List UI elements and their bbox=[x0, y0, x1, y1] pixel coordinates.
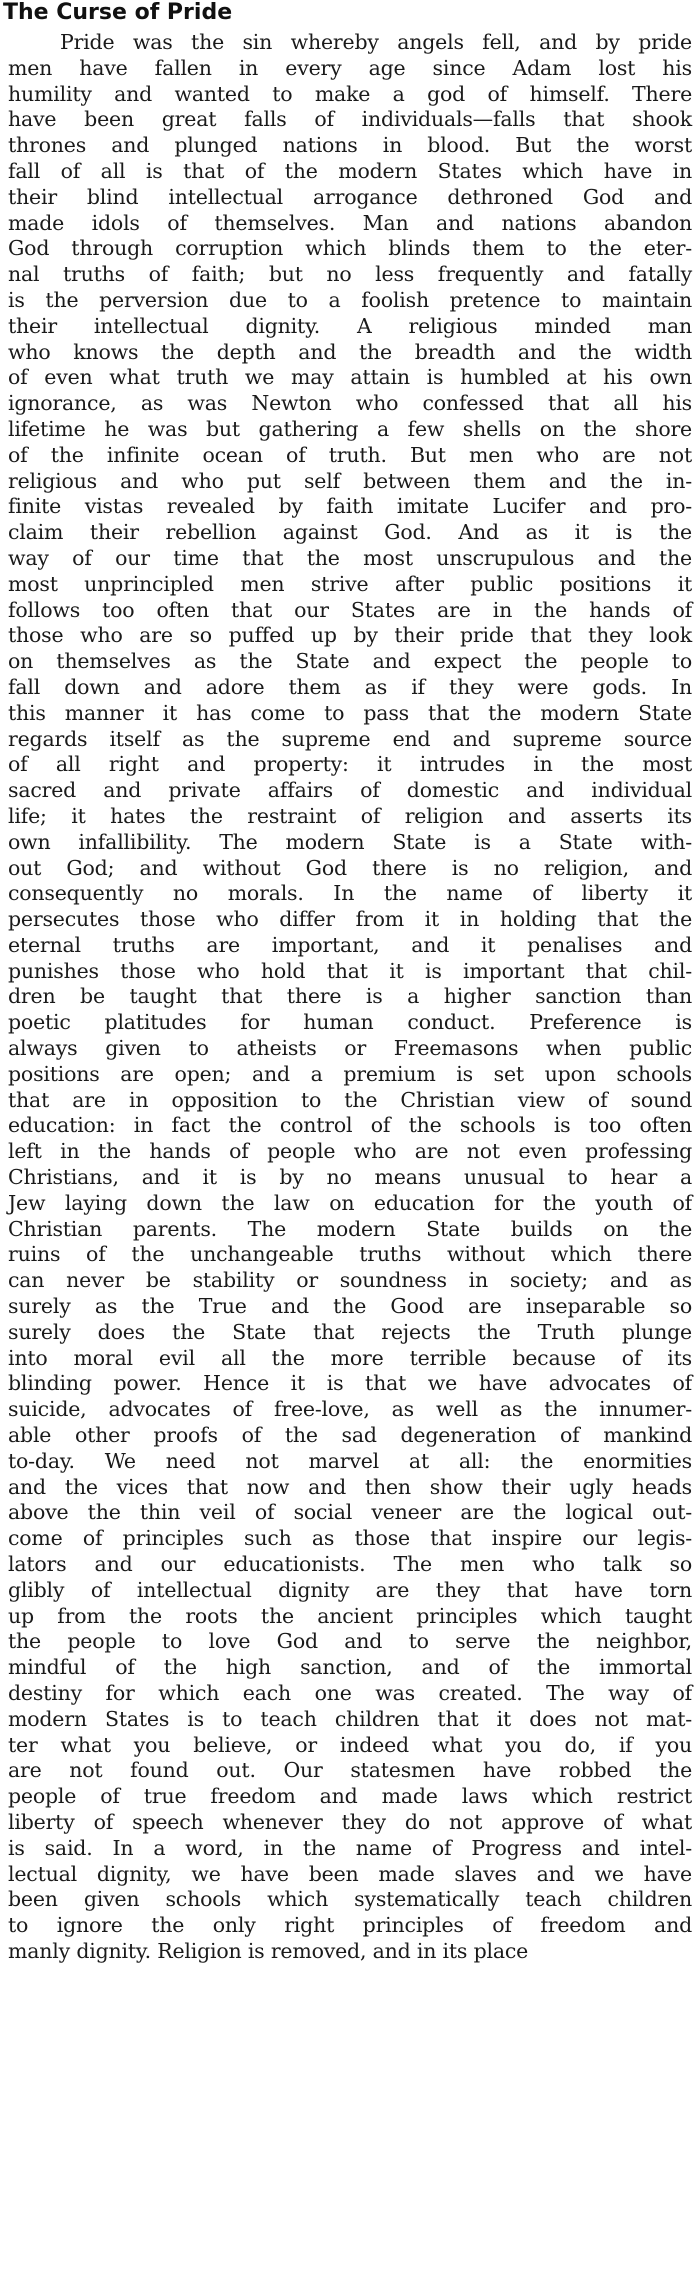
text-line: of even what truth we may attain is humbled at his own bbox=[8, 365, 692, 390]
text-line: surely does the State that rejects the Truth plunge bbox=[8, 1319, 692, 1344]
text-line: blinding power. Hence it is that we have advocates of bbox=[8, 1371, 692, 1396]
text-line: claim their rebellion against God. And as it is the bbox=[8, 520, 692, 545]
text-line: mindful of the high sanction, and of the immortal bbox=[8, 1655, 692, 1680]
text-line: able other proofs of the sad degeneration of mankind bbox=[8, 1423, 692, 1448]
text-line: of all right and property: it intrudes in the most bbox=[8, 752, 692, 777]
text-line: persecutes those who differ from it in holding that the bbox=[8, 907, 692, 932]
text-line: Christians, and it is by no means unusual to hear a bbox=[8, 1165, 692, 1190]
text-line: ter what you believe, or indeed what you do, if you bbox=[8, 1732, 692, 1757]
text-line: nal truths of faith; but no less frequently and fatally bbox=[8, 262, 692, 287]
text-line: manly dignity. Religion is removed, and in its place bbox=[8, 1938, 529, 1963]
text-line: poetic platitudes for human conduct. Preference is bbox=[8, 1010, 692, 1035]
text-line: men have fallen in every age since Adam lost his bbox=[8, 55, 692, 80]
text-line: positions are open; and a premium is set upon schools bbox=[8, 1061, 692, 1086]
text-line: to-day. We need not marvel at all: the enormities bbox=[8, 1448, 692, 1473]
text-line: finite vistas revealed by faith imitate Lucifer and pro- bbox=[8, 494, 692, 519]
text-line: this manner it has come to pass that the modern State bbox=[8, 700, 692, 725]
text-line: that are in opposition to the Christian view of sound bbox=[8, 1087, 692, 1112]
text-line: is said. In a word, in the name of Progress and intel- bbox=[8, 1835, 692, 1860]
text-line: ruins of the unchangeable truths without which there bbox=[8, 1242, 692, 1267]
article-title: The Curse of Pride bbox=[3, 0, 233, 25]
text-line: made idols of themselves. Man and nations abandon bbox=[8, 210, 692, 235]
text-line: regards itself as the supreme end and supreme source bbox=[8, 726, 692, 751]
text-line: have been great falls of individuals—falls that shook bbox=[8, 107, 692, 132]
text-line: life; it hates the restraint of religion and asserts its bbox=[8, 803, 692, 828]
text-line: God through corruption which blinds them to the eter- bbox=[8, 236, 692, 261]
text-line: above the thin veil of social veneer are the logical out- bbox=[8, 1500, 692, 1525]
text-line: sacred and private affairs of domestic and individual bbox=[8, 778, 692, 803]
text-line: can never be stability or soundness in society; and as bbox=[8, 1268, 692, 1293]
text-line: humility and wanted to make a god of himself. There bbox=[8, 81, 692, 106]
text-line: fall down and adore them as if they were gods. In bbox=[8, 674, 692, 699]
text-line: dren be taught that there is a higher sanction than bbox=[8, 984, 692, 1009]
text-line: lifetime he was but gathering a few shells on the shore bbox=[8, 416, 692, 441]
text-line: punishes those who hold that it is important that chil- bbox=[8, 958, 692, 983]
text-line: out God; and without God there is no religion, and bbox=[8, 855, 692, 880]
text-line: suicide, advocates of free-love, as well as the innumer- bbox=[8, 1397, 692, 1422]
text-line: most unprincipled men strive after public positions it bbox=[8, 571, 692, 596]
text-line: own infallibility. The modern State is a State with- bbox=[8, 829, 692, 854]
text-line: always given to atheists or Freemasons when public bbox=[8, 1036, 692, 1061]
text-line: lators and our educationists. The men who talk so bbox=[8, 1552, 692, 1577]
text-line: up from the roots the ancient principles which taught bbox=[8, 1603, 692, 1628]
text-line: thrones and plunged nations in blood. But the worst bbox=[8, 133, 692, 158]
text-line: modern States is to teach children that it does not mat- bbox=[8, 1706, 692, 1731]
text-line: eternal truths are important, and it penalises and bbox=[8, 932, 692, 957]
text-line: their intellectual dignity. A religious minded man bbox=[8, 313, 692, 338]
text-line: who knows the depth and the breadth and the width bbox=[8, 339, 692, 364]
text-line: come of principles such as those that inspire our legis- bbox=[8, 1526, 692, 1551]
text-line: been given schools which systematically teach children bbox=[8, 1887, 692, 1912]
text-line: follows too often that our States are in the hands of bbox=[8, 597, 692, 622]
text-line: left in the hands of people who are not even professing bbox=[8, 1139, 692, 1164]
text-line: the people to love God and to serve the neighbor, bbox=[8, 1629, 692, 1654]
text-line: fall of all is that of the modern States which have in bbox=[8, 158, 692, 183]
text-line: religious and who put self between them and the in- bbox=[8, 468, 692, 493]
text-line: Jew laying down the law on education for the youth of bbox=[8, 1190, 692, 1215]
text-line: education: in fact the control of the schools is too often bbox=[8, 1113, 692, 1138]
text-line: into moral evil all the more terrible because of its bbox=[8, 1345, 692, 1370]
text-line: Christian parents. The modern State builds on the bbox=[8, 1216, 692, 1241]
text-line: to ignore the only right principles of freedom and bbox=[8, 1913, 692, 1938]
text-line: those who are so puffed up by their pride that they look bbox=[8, 623, 692, 648]
text-line: are not found out. Our statesmen have robbed the bbox=[8, 1758, 692, 1783]
text-line: lectual dignity, we have been made slaves and we have bbox=[8, 1861, 692, 1886]
text-line: of the infinite ocean of truth. But men who are not bbox=[8, 442, 692, 467]
text-line: and the vices that now and then show their ugly heads bbox=[8, 1474, 692, 1499]
text-line: glibly of intellectual dignity are they that have torn bbox=[8, 1577, 692, 1602]
text-line: liberty of speech whenever they do not approve of what bbox=[8, 1809, 692, 1834]
text-line: their blind intellectual arrogance dethroned God and bbox=[8, 184, 692, 209]
text-line: on themselves as the State and expect the people to bbox=[8, 649, 692, 674]
text-line: Pride was the sin whereby angels fell, and by pride bbox=[60, 30, 692, 54]
text-line: is the perversion due to a foolish pretence to maintain bbox=[8, 287, 692, 312]
text-line: consequently no morals. In the name of liberty it bbox=[8, 881, 692, 906]
article-body bbox=[8, 30, 692, 1965]
text-line: destiny for which each one was created. The way of bbox=[8, 1681, 692, 1705]
text-line: way of our time that the most unscrupulous and the bbox=[8, 545, 692, 570]
text-line: surely as the True and the Good are inseparable so bbox=[8, 1294, 692, 1319]
text-line: people of true freedom and made laws which restrict bbox=[8, 1784, 692, 1809]
text-line: ignorance, as was Newton who confessed that all his bbox=[8, 391, 692, 416]
